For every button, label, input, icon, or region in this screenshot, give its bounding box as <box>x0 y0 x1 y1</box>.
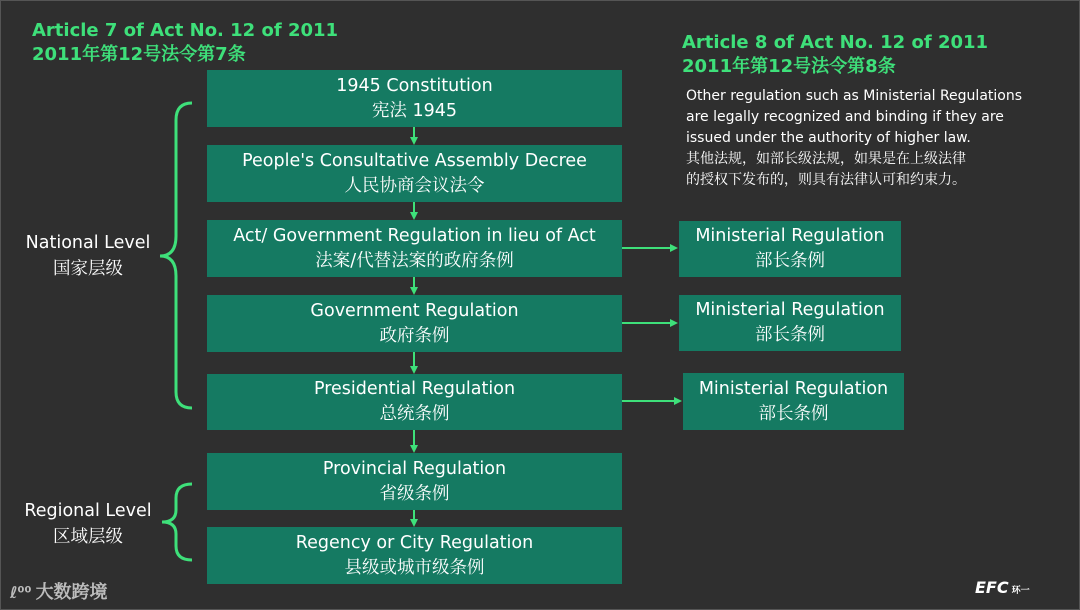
efc-logo-sub: 环一 <box>1011 586 1030 596</box>
box-label-zh: 人民协商会议法令 <box>344 175 485 196</box>
watermark-text: 大数跨境 <box>35 582 108 603</box>
box-label-zh: 法案/代替法案的政府条例 <box>315 250 514 271</box>
efc-logo <box>975 578 1030 597</box>
note-zh-line-2: 的授权下发布的，则具有法律认可和约束力。 <box>686 172 966 188</box>
box-label-zh: 部长条例 <box>758 403 829 424</box>
box-label-en: Ministerial Regulation <box>695 226 885 246</box>
hierarchy-box-presidential-regulation <box>207 374 622 430</box>
box-label-en: 1945 Constitution <box>336 75 493 96</box>
watermark-logo <box>10 578 108 604</box>
hierarchy-box-assembly-decree <box>207 145 622 202</box>
box-label-zh: 省级条例 <box>379 483 450 504</box>
regional-level-label <box>20 498 156 550</box>
box-label-zh: 宪法 1945 <box>371 100 458 121</box>
box-label-zh: 总统条例 <box>379 404 450 424</box>
box-label-en: Ministerial Regulation <box>698 378 889 399</box>
note-en-line-3: issued under the authority of higher law. <box>686 130 971 146</box>
box-label-en: Regency or City Regulation <box>295 532 534 553</box>
box-label-en: Presidential Regulation <box>313 379 516 399</box>
hierarchy-box-act <box>207 220 622 277</box>
national-level-label <box>20 230 156 282</box>
hierarchy-box-provincial-regulation <box>207 453 622 510</box>
hierarchy-box-government-regulation <box>207 295 622 352</box>
box-label-zh: 部长条例 <box>755 251 825 271</box>
national-level-en: National Level <box>25 233 151 253</box>
national-level-zh: 国家层级 <box>53 259 123 279</box>
note-en-line-1: Other regulation such as Ministerial Regulations <box>686 88 1023 104</box>
ministerial-regulation-box-2 <box>679 295 901 351</box>
regional-level-zh: 区域层级 <box>53 527 123 547</box>
box-label-en: People's Consultative Assembly Decree <box>242 150 587 171</box>
box-label-en: Act/ Government Regulation in lieu of Act <box>233 225 596 246</box>
box-label-zh: 县级或城市级条例 <box>344 557 485 578</box>
article8-note <box>686 86 1066 191</box>
article7-title-en: Article 7 of Act No. 12 of 2011 <box>32 20 339 41</box>
box-label-en: Provincial Regulation <box>322 458 507 479</box>
regional-brace <box>162 484 192 560</box>
ministerial-regulation-box-1 <box>679 221 901 277</box>
regional-level-en: Regional Level <box>24 501 152 521</box>
watermark-icon: ℓ⁰⁰ <box>10 583 32 602</box>
ministerial-regulation-box-3 <box>683 373 904 430</box>
box-label-zh: 政府条例 <box>379 325 450 346</box>
box-label-en: Ministerial Regulation <box>695 300 885 320</box>
box-label-zh: 部长条例 <box>755 325 825 345</box>
note-zh-line-1: 其他法规，如部长级法规，如果是在上级法律 <box>686 151 966 167</box>
box-label-en: Government Regulation <box>310 300 519 321</box>
article8-title-en: Article 8 of Act No. 12 of 2011 <box>682 32 989 53</box>
hierarchy-box-constitution <box>207 70 622 127</box>
national-brace <box>160 103 192 408</box>
article8-title-zh: 2011年第12号法令第8条 <box>682 56 896 77</box>
efc-logo-text: EFC <box>975 578 1009 597</box>
hierarchy-box-regency-city-regulation <box>207 527 622 584</box>
note-en-line-2: are legally recognized and binding if they are <box>686 109 1004 125</box>
article7-title-zh: 2011年第12号法令第7条 <box>32 44 246 65</box>
